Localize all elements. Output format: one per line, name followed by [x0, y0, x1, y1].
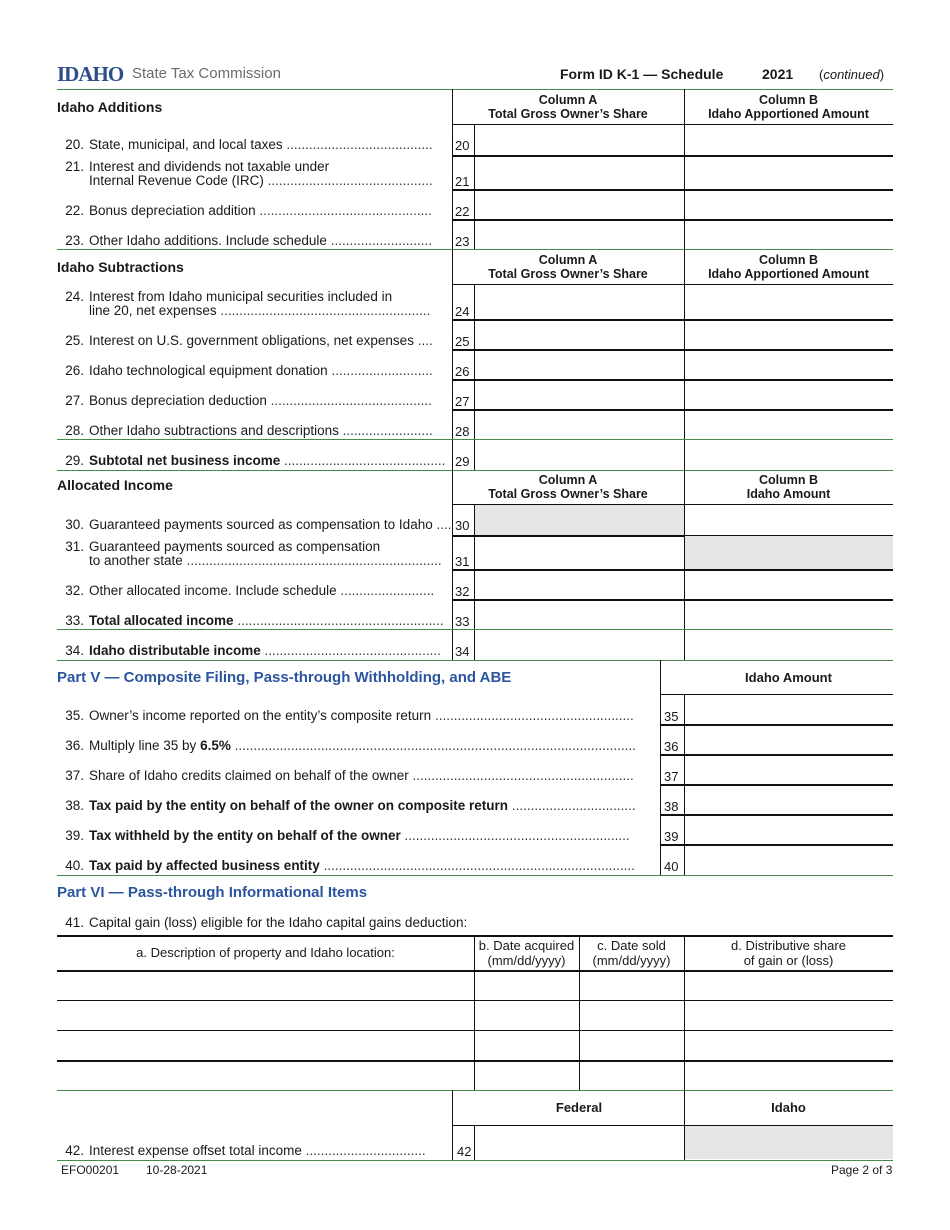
line-34-label: Idaho distributable income ...............................................: [89, 643, 441, 658]
allocated-colB-header: Column B Idaho Amount: [746, 473, 831, 501]
line-27-colA-input[interactable]: [475, 381, 683, 409]
agency-name: State Tax Commission: [132, 65, 281, 82]
line-37-label: Share of Idaho credits claimed on behalf of the owner ...........................................................: [89, 768, 634, 783]
line-42-federal-input[interactable]: [475, 1126, 683, 1159]
line-20-colA-input[interactable]: [475, 125, 683, 155]
part-v-col-header: Idaho Amount: [745, 670, 832, 685]
line-26-colA-input[interactable]: [475, 351, 683, 379]
table-col-c-header: c. Date sold (mm/dd/yyyy): [592, 938, 671, 968]
line-33-label: Total allocated income .......................................................: [89, 613, 444, 628]
section-title-allocated: Allocated Income: [57, 477, 173, 493]
line-23-colA-input[interactable]: [475, 221, 683, 249]
table-col-b-header: b. Date acquired (mm/dd/yyyy): [478, 938, 575, 968]
table-col-a-header: a. Description of property and Idaho location:: [136, 945, 395, 960]
table-row[interactable]: [57, 1001, 893, 1030]
line-29-label: Subtotal net business income ...........................................: [89, 453, 446, 468]
line-20-label: State, municipal, and local taxes .......................................: [89, 137, 433, 152]
line-26-colB-input[interactable]: [685, 351, 893, 379]
line-33-colA-input[interactable]: [475, 601, 683, 629]
header-rule: [57, 89, 893, 90]
line-23-colB-input[interactable]: [685, 221, 893, 249]
line-31-colA-input[interactable]: [475, 537, 683, 569]
line-39-input[interactable]: [685, 816, 893, 844]
line-27-colB-input[interactable]: [685, 381, 893, 409]
line-22-colB-input[interactable]: [685, 191, 893, 219]
subtractions-colB-header: Column B Idaho Apportioned Amount: [708, 253, 869, 281]
form-title: Form ID K-1 — Schedule: [560, 66, 724, 82]
line-39-label: Tax withheld by the entity on behalf of the owner ............................................................: [89, 828, 630, 843]
form-date: 10-28-2021: [146, 1163, 208, 1177]
continued-note: (continued): [819, 67, 885, 82]
line-34-colB-input[interactable]: [685, 631, 893, 659]
line-24-label-1: Interest from Idaho municipal securities included in: [89, 289, 393, 304]
line-32-colB-input[interactable]: [685, 571, 893, 599]
line-38-label: Tax paid by the entity on behalf of the owner on composite return .................................: [89, 798, 636, 813]
line-41-label: Capital gain (loss) eligible for the Idaho capital gains deduction:: [89, 915, 468, 930]
line-42-label: Interest expense offset total income ................................: [89, 1143, 426, 1158]
line-42-idaho-shaded: [685, 1126, 893, 1159]
line-35-input[interactable]: [685, 696, 893, 724]
additions-colA-header: Column A Total Gross Owner’s Share: [488, 93, 648, 121]
line-40-input[interactable]: [685, 846, 893, 874]
line-30-label: Guaranteed payments sourced as compensation to Idaho ....: [89, 517, 452, 532]
line-21-colA-input[interactable]: [475, 157, 683, 189]
line-23-label: Other Idaho additions. Include schedule ...........................: [89, 233, 432, 248]
line-25-colA-input[interactable]: [475, 321, 683, 349]
line-21-colB-input[interactable]: [685, 157, 893, 189]
col-idaho-header: Idaho: [771, 1100, 806, 1115]
line-40-label: Tax paid by affected business entity ...................................................................................: [89, 858, 635, 873]
line-24-label-2: line 20, net expenses ........................................................: [89, 303, 431, 318]
line-30-colA-shaded: [475, 505, 684, 535]
line-34-colA-input[interactable]: [475, 631, 683, 659]
table-row[interactable]: [57, 971, 893, 1000]
form-header: [57, 62, 893, 86]
table-row[interactable]: [57, 1031, 893, 1060]
line-21-label-2: Internal Revenue Code (IRC) ............................................: [89, 173, 433, 188]
page-number: Page 2 of 3: [831, 1163, 893, 1177]
section-title-subtractions: Idaho Subtractions: [57, 259, 184, 275]
part-v-title: Part V — Composite Filing, Pass-through Withholding, and ABE: [57, 669, 512, 686]
line-25-colB-input[interactable]: [685, 321, 893, 349]
line-24-colA-input[interactable]: [475, 285, 683, 319]
line-31-label-1: Guaranteed payments sourced as compensation: [89, 539, 381, 554]
line-28-label: Other Idaho subtractions and descriptions ........................: [89, 423, 433, 438]
part-vi-title: Part VI — Pass-through Informational Items: [57, 884, 368, 901]
table-row[interactable]: [57, 1061, 893, 1090]
line-25-label: Interest on U.S. government obligations, net expenses ....: [89, 333, 433, 348]
line-31-colB-shaded: [685, 536, 893, 569]
line-30-colB-input[interactable]: [685, 505, 893, 535]
allocated-colA-header: Column A Total Gross Owner’s Share: [488, 473, 648, 501]
subtractions-colA-header: Column A Total Gross Owner’s Share: [488, 253, 648, 281]
line-37-input[interactable]: [685, 756, 893, 784]
line-36-label: Multiply line 35 by 6.5% ...........................................................................................................: [89, 738, 636, 753]
form-year: 2021: [762, 66, 794, 82]
line-22-label: Bonus depreciation addition ..............................................: [89, 203, 432, 218]
idaho-logo: IDAHO: [57, 62, 124, 86]
col-federal-header: Federal: [555, 1100, 603, 1115]
line-28-colB-input[interactable]: [685, 411, 893, 439]
form-page: IDAHO State Tax Commission Form ID K-1 — Schedule 2021 (continued) Idaho Additions Column A Total Gross Owner’s Share Column B Idaho Apportioned Amount 20. State, municipal, and local taxes ....................................... 20 21. Interest and dividends not taxable under Internal Revenue Code (IRC) ............................................ 21 22. Bonus depreciation addition .............................................. 22 23. Other Idaho additions. Include schedule ........................... 23 Idaho Subtractions Column A Total Gross Owner’s Share Column B Idaho Apportioned Amount 24. Interest from Idaho municipal securities included in line 20, net expenses ........................................................ 24 25. Interest on U.S. government obligations, net expenses .... 25 26. Idaho technological equipment donation ........................... 26 27. Bonus depreciation deduction ........................................... 27 28. Other Idaho subtractions and descriptions ........................ 28 29. Subtotal net business income ........................................... 29 Allocated Income Column A Total Gross Owner’s Share Column B Idaho Amount 30. Guaranteed payments sourced as compensation to Idaho .... 30 31. Guaranteed payments sourced as compensation to another state .................................................................... 31 32. Other allocated income. Include schedule ......................... 32 33. Total allocated income ....................................................... 33 34. Idaho distributable income ............................................... 34 Part V — Composite Filing, Pass-through Withholding, and ABE Idaho Amount 35. Owner’s income reported on the entity’s composite return ..................................................... 35 36. Multiply line 35 by 6.5% ........................................................................................................... 36 37. Share of Idaho credits claimed on behalf of the owner ........................................................... 37 38. Tax paid by the entity on behalf of the owner on composite return ................................. 38 39. Tax withheld by the entity on behalf of the owner ............................................................ 39 40. Tax paid by affected business entity ................................................................................... 40 Part VI — Pass-through Informational Items 41. Capital gain (loss) eligible for the Idaho capital gains deduction: a. Description of property and Idaho location: b. Date acquired (mm/dd/yyyy) c. Date sold (mm/dd/yyyy) d. Distributive share of gain or (loss) Federal Idaho 42. Interest expense offset total income ................................ 42 EFO00201 10-28-2021 Page 2 of 3: [57, 62, 893, 1177]
line-26-label: Idaho technological equipment donation ...........................: [89, 363, 433, 378]
additions-colB-header: Column B Idaho Apportioned Amount: [708, 93, 869, 121]
table-col-d-header: d. Distributive share of gain or (loss): [731, 938, 846, 968]
line-22-colA-input[interactable]: [475, 191, 683, 219]
line-38-input[interactable]: [685, 786, 893, 814]
line-35-label: Owner’s income reported on the entity’s composite return .....................................................: [89, 708, 634, 723]
form-code: EFO00201: [61, 1163, 120, 1177]
line-28-colA-input[interactable]: [475, 411, 683, 439]
line-31-label-2: to another state ....................................................................: [89, 553, 442, 568]
line-29-colB-input[interactable]: [685, 441, 893, 469]
line-29-colA-input[interactable]: [475, 441, 683, 469]
line-20-colB-input[interactable]: [685, 125, 893, 155]
line-33-colB-input[interactable]: [685, 601, 893, 629]
line-32-colA-input[interactable]: [475, 571, 683, 599]
line-32-label: Other allocated income. Include schedule .........................: [89, 583, 435, 598]
line-24-colB-input[interactable]: [685, 285, 893, 319]
section-title-additions: Idaho Additions: [57, 99, 163, 115]
line-36-input[interactable]: [685, 726, 893, 754]
line-21-label-1: Interest and dividends not taxable under: [89, 159, 330, 174]
line-27-label: Bonus depreciation deduction ...........................................: [89, 393, 432, 408]
